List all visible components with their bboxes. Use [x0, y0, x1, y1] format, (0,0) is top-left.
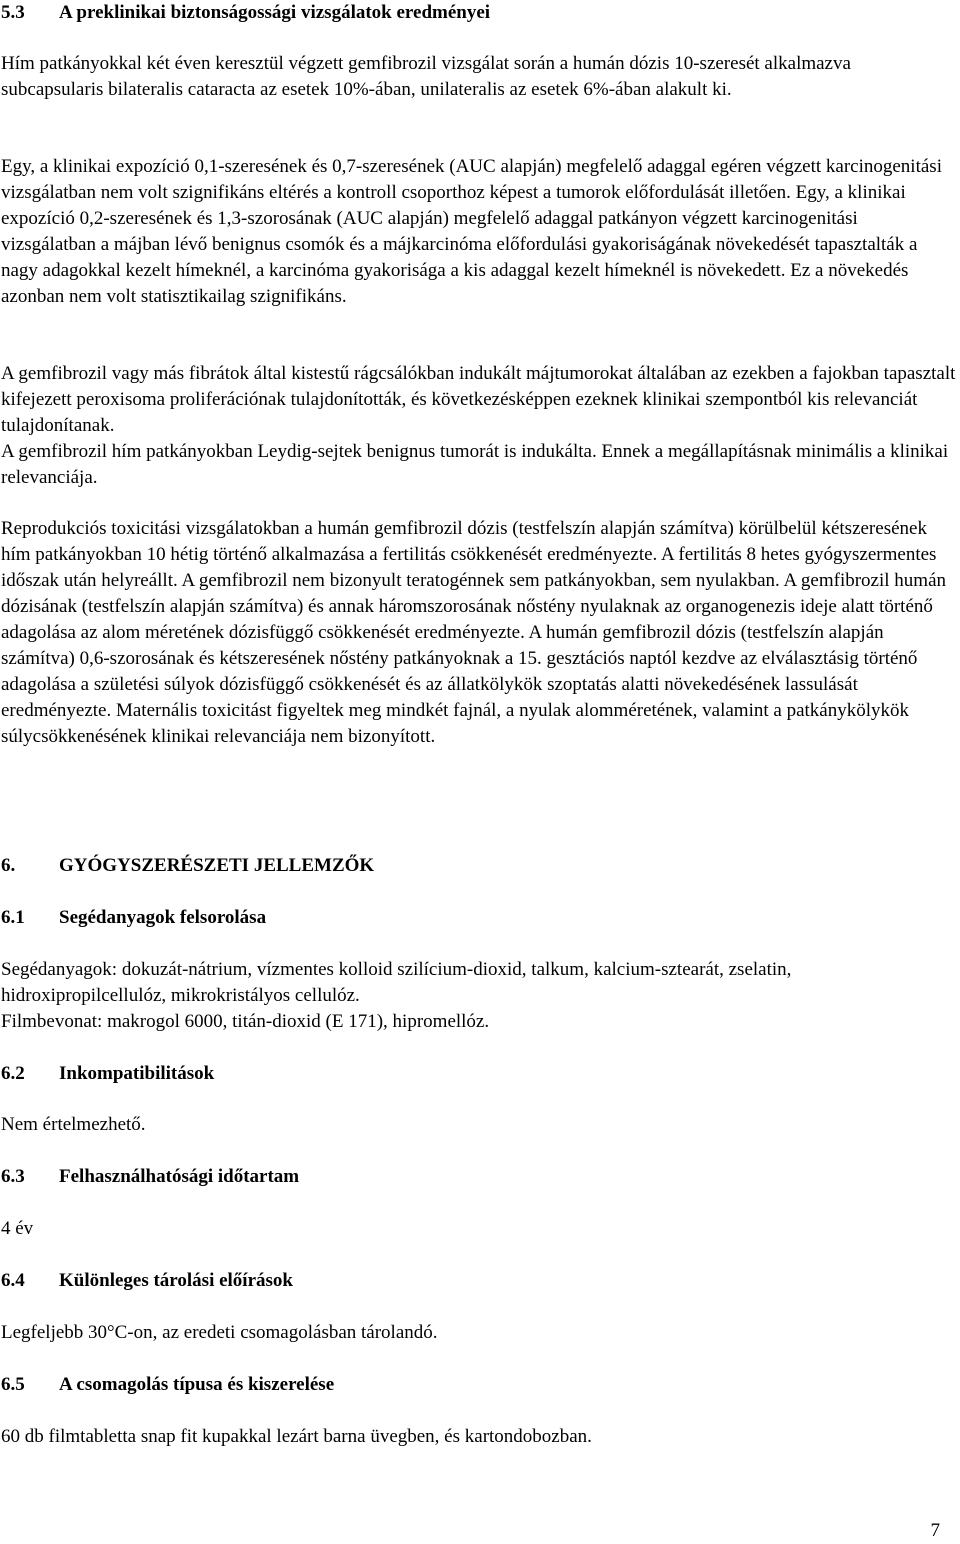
paragraph-segedanyagok: Segédanyagok: dokuzát-nátrium, vízmentes kolloid szilícium-dioxid, talkum, kalcium-sztearát, zselatin, hidroxipropilcellulóz, mikrokristályos cellulóz.: [1, 959, 792, 1006]
heading-title: Inkompatibilitások: [59, 1063, 215, 1084]
heading-6-4: [1, 1268, 957, 1294]
paragraph-cataracta: Hím patkányokkal két éven keresztül végzett gemfibrozil vizsgálat során a humán dózis 10-szeresét alkalmazva subcapsularis bilateralis cataracta az esetek 10%-ában, unilateralis az esetek 6%-ában alakult ki.: [1, 53, 851, 100]
paragraph-tarolas: Legfeljebb 30°C-on, az eredeti csomagolásban tárolandó.: [1, 1322, 438, 1343]
heading-5-3: [1, 0, 957, 26]
heading-number: 6.: [1, 855, 16, 876]
heading-title: A preklinikai biztonságossági vizsgálatok eredményei: [59, 2, 491, 23]
paragraph-leydig: A gemfibrozil hím patkányokban Leydig-sejtek benignus tumorát is indukálta. Ennek a megállapításnak minimális a klinikai relevanciája.: [1, 441, 949, 488]
heading-title: Segédanyagok felsorolása: [59, 907, 267, 928]
paragraph-inkompatibilitasok: Nem értelmezhető.: [1, 1114, 146, 1135]
paragraph-filmbevonat: Filmbevonat: makrogol 6000, titán-dioxid (E 171), hipromellóz.: [1, 1011, 490, 1032]
heading-number: 5.3: [1, 2, 25, 23]
heading-number: 6.3: [1, 1166, 25, 1187]
paragraph-karcinogenitas: Egy, a klinikai expozíció 0,1-szeresének és 0,7-szeresének (AUC alapján) megfelelő adaggal egéren végzett karcinogenitási vizsgálatban nem volt szignifikáns eltérés a kontroll csoporthoz képest a tumorok előfordulását illetően. Egy, a klinikai expozíció 0,2-szeresének és 1,3-szorosának (AUC alapján) megfelelő adaggal patkányon végzett karcinogenitási vizsgálatban a májban lévő benignus csomók és a májkarcinóma előfordulási gyakoriságának növekedését tapasztalták a nagy adagokkal kezelt hímeknél, a karcinóma gyakorisága a kis adaggal kezelt hímeknél is növekedett. Ez a növekedés azonban nem volt statisztikailag szignifikáns.: [1, 156, 942, 307]
heading-title: Felhasználhatósági időtartam: [59, 1166, 300, 1187]
heading-6-1: [1, 905, 957, 931]
heading-number: 6.5: [1, 1374, 25, 1395]
paragraph-csomagolas: 60 db filmtabletta snap fit kupakkal lezárt barna üvegben, és kartondobozban.: [1, 1426, 592, 1447]
paragraph-felhasznalhatosag: 4 év: [1, 1218, 34, 1239]
paragraph-majtumorok: A gemfibrozil vagy más fibrátok által kistestű rágcsálókban indukált májtumorokat általában az ezekben a fajokban tapasztalt kifejezett peroxisoma proliferációnak tulajdonították, és következésképpen ezeknek klinikai szempontból kis relevanciát tulajdonítanak.: [1, 363, 956, 436]
heading-number: 6.1: [1, 907, 25, 928]
paragraph-reprodukcios: Reprodukciós toxicitási vizsgálatokban a humán gemfibrozil dózis (testfelszín alapján számítva) körülbelül kétszeresének hím patkányokban 10 hétig történő alkalmazása a fertilitás csökkenését eredményezte. A fertilitás 8 hetes gyógyszermentes időszak után helyreállt. A gemfibrozil nem bizonyult teratogénnek sem patkányokban, sem nyulakban. A gemfibrozil humán dózisának (testfelszín alapján számítva) és annak háromszorosának nőstény nyulaknak az organogenezis ideje alatt történő adagolása az alom méretének dózisfüggő csökkenését eredményezte. A humán gemfibrozil dózis (testfelszín alapján számítva) 0,6-szorosának és kétszeresének nőstény patkányoknak a 15. gesztációs naptól kezdve az elválasztásig történő adagolása a születési súlyok dózisfüggő csökkenését és az állatkölykök szoptatás alatti növekedésének lassulását eredményezte. Maternális toxicitást figyeltek meg mindkét fajnál, a nyulak alomméretének, valamint a patkánykölykök súlycsökkenésének klinikai relevanciája nem bizonyított.: [1, 518, 947, 747]
heading-6: [1, 853, 957, 879]
heading-number: 6.4: [1, 1270, 25, 1291]
heading-title: GYÓGYSZERÉSZETI JELLEMZŐK: [59, 855, 375, 876]
heading-6-5: [1, 1372, 957, 1398]
heading-number: 6.2: [1, 1063, 25, 1084]
heading-6-2: [1, 1061, 957, 1087]
heading-title: A csomagolás típusa és kiszerelése: [59, 1374, 335, 1395]
page-number: 7: [930, 1520, 940, 1541]
heading-title: Különleges tárolási előírások: [59, 1270, 293, 1291]
heading-6-3: [1, 1164, 957, 1190]
